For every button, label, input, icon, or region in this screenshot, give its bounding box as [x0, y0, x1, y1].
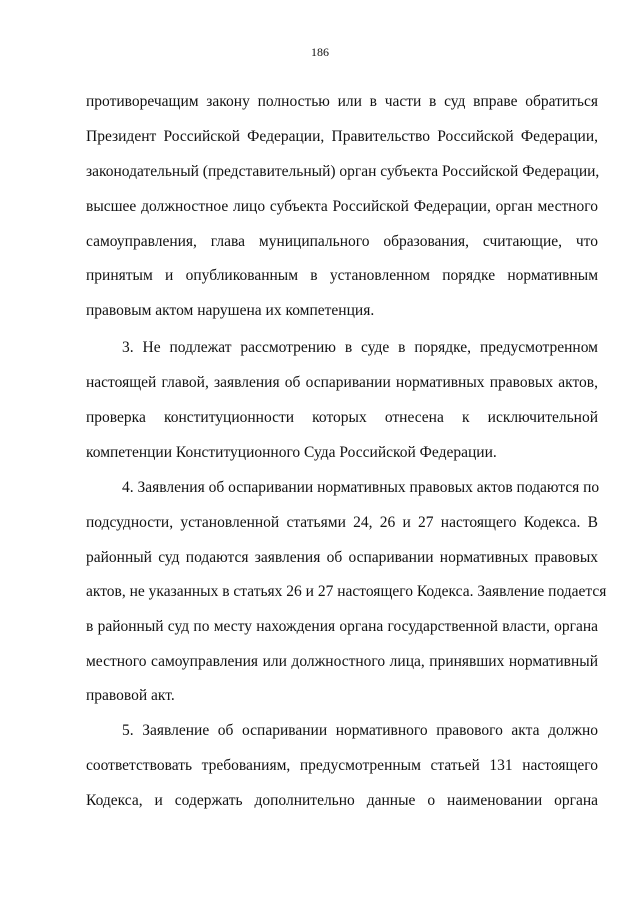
text-line: противоречащим закону полностью или в части в суд вправе обратиться [86, 93, 598, 110]
text-line: законодательный (представительный) орган субъекта Российской Федерации, [86, 163, 600, 180]
text-line: правовой акт. [86, 687, 175, 704]
text-line: Президент Российской Федерации, Правительство Российской Федерации, [86, 128, 598, 145]
page-number: 186 [311, 45, 329, 59]
text-line: в районный суд по месту нахождения органа государственной власти, органа [86, 618, 598, 635]
paragraph-4-line: 4. Заявления об оспаривании нормативных правовых актов подаются по [122, 479, 600, 496]
paragraph-5-line: 5. Заявление об оспаривании нормативного правового акта должно [122, 722, 598, 739]
text-line: соответствовать требованиям, предусмотренным статьей 131 настоящего [86, 757, 598, 774]
text-line: районный суд подаются заявления об оспаривании нормативных правовых [86, 549, 598, 566]
text-line: местного самоуправления или должностного лица, принявших нормативный [86, 653, 598, 670]
text-line: подсудности, установленной статьями 24, 26 и 27 настоящего Кодекса. В [86, 514, 598, 531]
text-line: принятым и опубликованным в установленном порядке нормативным [86, 267, 598, 284]
text-line: высшее должностное лицо субъекта Российской Федерации, орган местного [86, 198, 598, 215]
text-line: проверка конституционности которых отнесена к исключительной [86, 409, 598, 426]
text-line: Кодекса, и содержать дополнительно данные о наименовании органа [86, 792, 598, 809]
text-line: актов, не указанных в статьях 26 и 27 настоящего Кодекса. Заявление подается [86, 583, 607, 600]
text-line: самоуправления, глава муниципального образования, считающие, что [86, 233, 598, 250]
text-line: правовым актом нарушена их компетенция. [86, 302, 375, 319]
paragraph-3-line: 3. Не подлежат рассмотрению в суде в порядке, предусмотренном [122, 339, 598, 356]
text-line: компетенции Конституционного Суда Российской Федерации. [86, 444, 497, 461]
text-line: настоящей главой, заявления об оспаривании нормативных правовых актов, [86, 374, 598, 391]
